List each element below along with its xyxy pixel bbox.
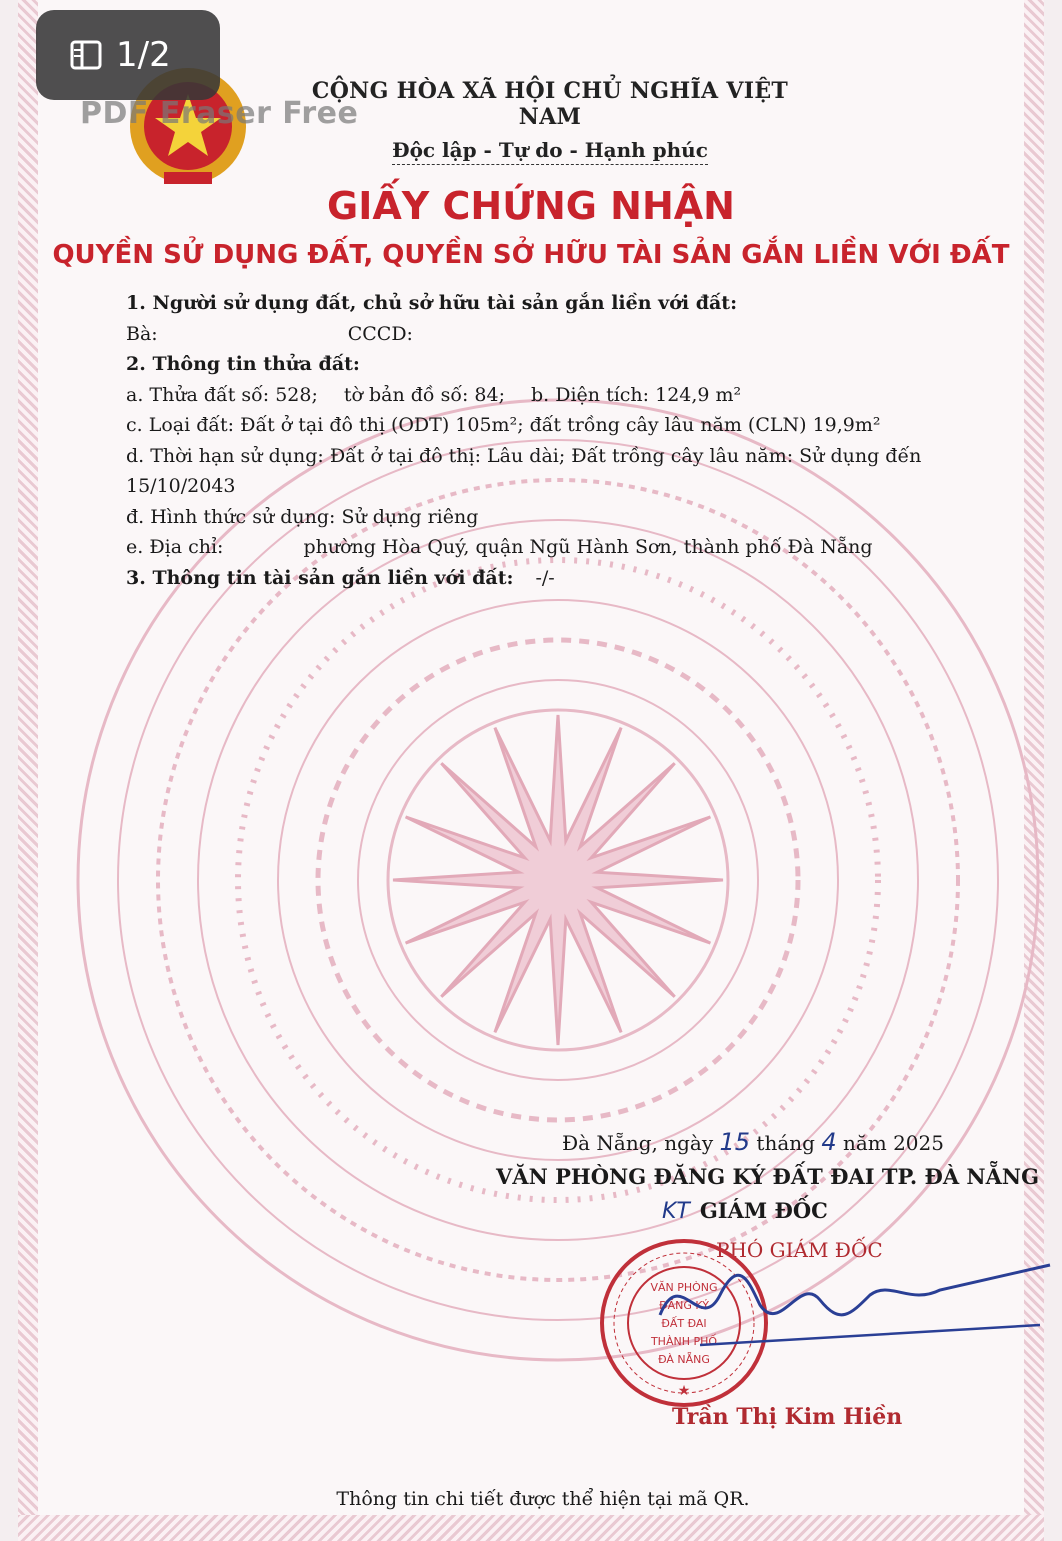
- month-label: tháng: [756, 1131, 815, 1155]
- issue-month: 4: [821, 1128, 837, 1156]
- deputy-title: PHÓ GIÁM ĐỐC: [716, 1238, 883, 1262]
- qr-footer-note: Thông tin chi tiết được thể hiện tại mã QR.: [336, 1488, 750, 1510]
- certificate-content: [126, 288, 946, 593]
- date-prefix: Đà Nẵng, ngày: [562, 1131, 714, 1155]
- certificate-subtitle: QUYỀN SỬ DỤNG ĐẤT, QUYỀN SỞ HỮU TÀI SẢN GẮN LIỀN VỚI ĐẤT: [52, 240, 1010, 270]
- stamp-line5: ĐÀ NẴNG: [658, 1353, 710, 1366]
- nation-name: CỘNG HÒA XÃ HỘI CHỦ NGHĨA VIỆT NAM: [311, 78, 789, 130]
- page-counter-text: 1/2: [116, 35, 171, 75]
- stamp-line3: ĐẤT ĐAI: [661, 1317, 707, 1330]
- issue-date: [562, 1128, 944, 1156]
- land-type: c. Loại đất: Đất ở tại đô thị (ODT) 105m²; đất trồng cây lâu năm (CLN) 19,9m²: [126, 414, 881, 436]
- issue-year: năm 2025: [842, 1131, 944, 1155]
- address-label: e. Địa chỉ:: [126, 536, 224, 558]
- issuing-office: VĂN PHÒNG ĐĂNG KÝ ĐẤT ĐAI TP. ĐÀ NẴNG: [496, 1164, 1040, 1189]
- usage-form: đ. Hình thức sử dụng: Sử dụng riêng: [126, 505, 479, 528]
- certificate-title: GIẤY CHỨNG NHẬN: [327, 184, 735, 228]
- signer-role: [662, 1198, 828, 1224]
- watermark-text: PDF Eraser Free: [80, 96, 359, 131]
- lot-number: a. Thửa đất số: 528;: [126, 383, 318, 406]
- stamp-line4: THÀNH PHỐ: [650, 1335, 718, 1348]
- stamp-line1: VĂN PHÒNG: [650, 1281, 718, 1294]
- assets-value: -/-: [535, 566, 555, 589]
- handwritten-signature: [640, 1245, 1060, 1385]
- issue-day: 15: [719, 1128, 751, 1156]
- address-value: phường Hòa Quý, quận Ngũ Hành Sơn, thành phố Đà Nẵng: [303, 536, 873, 558]
- page-counter[interactable]: [36, 10, 220, 100]
- panel-toggle-icon: [70, 40, 102, 70]
- signer-name: Trần Thị Kim Hiền: [672, 1404, 903, 1430]
- director-title: GIÁM ĐỐC: [699, 1198, 828, 1223]
- assets-row: [126, 563, 946, 594]
- usage-term-line2: 15/10/2043: [126, 475, 236, 497]
- decorative-border-bottom: [18, 1515, 1044, 1541]
- usage-term-line1: d. Thời hạn sử dụng: Đất ở tại đô thị: Lâu dài; Đất trồng cây lâu năm: Sử dụng đến: [126, 444, 922, 467]
- assets-heading: 3. Thông tin tài sản gắn liền với đất:: [126, 566, 514, 589]
- map-sheet: tờ bản đồ số: 84;: [343, 383, 505, 406]
- parcel-row: [126, 380, 946, 411]
- owner-id-label: CCCD:: [347, 322, 413, 345]
- stamp-star-icon: ★: [677, 1383, 691, 1399]
- decorative-border-left: [18, 0, 38, 1541]
- kt-mark: KT: [662, 1199, 690, 1224]
- address-row: [126, 532, 946, 563]
- owner-name-label: Bà:: [126, 322, 158, 345]
- owner-row: [126, 319, 946, 350]
- owner-heading: 1. Người sử dụng đất, chủ sở hữu tài sản gắn liền với đất:: [126, 292, 738, 314]
- stamp-line2: ĐĂNG KÝ: [659, 1299, 709, 1312]
- parcel-heading: 2. Thông tin thửa đất:: [126, 353, 360, 375]
- drum-star-shape: [393, 715, 723, 1045]
- document-header: [290, 78, 810, 165]
- national-motto: Độc lập - Tự do - Hạnh phúc: [392, 138, 708, 165]
- land-area: b. Diện tích: 124,9 m²: [531, 383, 742, 406]
